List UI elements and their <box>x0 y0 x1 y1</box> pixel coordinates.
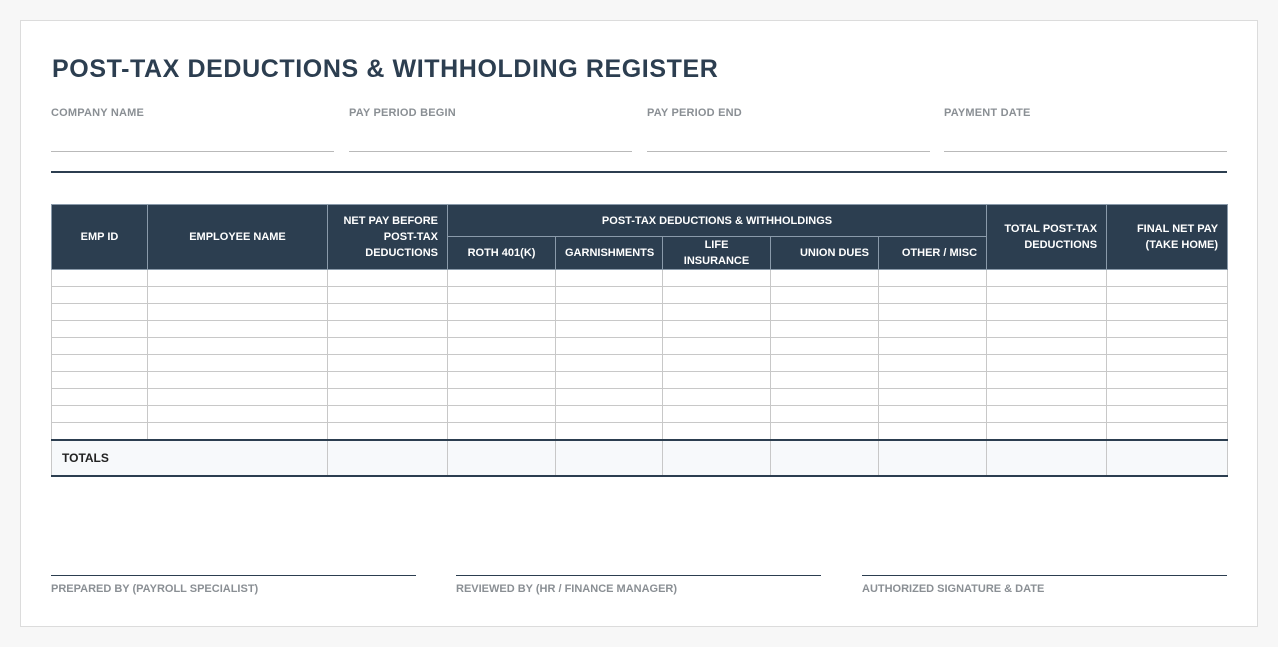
total-final-net-pay[interactable] <box>1107 440 1228 476</box>
cell-net-pay-before[interactable] <box>328 406 448 423</box>
table-row <box>52 338 1228 355</box>
col-header-life-insurance: LIFE INSURANCE <box>663 237 771 270</box>
cell-final-net-pay[interactable] <box>1107 372 1228 389</box>
cell-emp-id[interactable] <box>52 338 148 355</box>
cell-total-post-tax[interactable] <box>987 372 1107 389</box>
cell-union-dues[interactable] <box>771 389 879 406</box>
prepared-by-label: PREPARED BY (PAYROLL SPECIALIST) <box>51 583 259 595</box>
cell-union-dues[interactable] <box>771 287 879 304</box>
cell-roth-401k[interactable] <box>448 355 556 372</box>
col-header-other-misc: OTHER / MISC <box>879 237 987 270</box>
cell-garnishments[interactable] <box>556 304 663 321</box>
cell-net-pay-before[interactable] <box>328 321 448 338</box>
table-row <box>52 406 1228 423</box>
cell-total-post-tax[interactable] <box>987 338 1107 355</box>
cell-final-net-pay[interactable] <box>1107 423 1228 440</box>
col-header-emp-id: EMP ID <box>52 205 148 270</box>
cell-emp-id[interactable] <box>52 270 148 287</box>
cell-total-post-tax[interactable] <box>987 304 1107 321</box>
cell-roth-401k[interactable] <box>448 389 556 406</box>
page-title: POST-TAX DEDUCTIONS & WITHHOLDING REGISTER <box>52 55 719 83</box>
pay-period-end-field[interactable] <box>647 107 930 152</box>
cell-union-dues[interactable] <box>771 270 879 287</box>
cell-final-net-pay[interactable] <box>1107 406 1228 423</box>
cell-total-post-tax[interactable] <box>987 355 1107 372</box>
cell-other-misc[interactable] <box>879 389 987 406</box>
cell-final-net-pay[interactable] <box>1107 389 1228 406</box>
cell-life-insurance[interactable] <box>663 270 771 287</box>
cell-other-misc[interactable] <box>879 372 987 389</box>
totals-row <box>52 440 1228 476</box>
table-row <box>52 372 1228 389</box>
cell-employee-name[interactable] <box>148 321 328 338</box>
cell-union-dues[interactable] <box>771 423 879 440</box>
cell-final-net-pay[interactable] <box>1107 355 1228 372</box>
cell-employee-name[interactable] <box>148 338 328 355</box>
reviewed-by-signature[interactable] <box>456 575 821 595</box>
col-header-total-post-tax: TOTAL POST-TAX DEDUCTIONS <box>987 205 1107 270</box>
cell-life-insurance[interactable] <box>663 338 771 355</box>
total-roth-401k[interactable] <box>448 440 556 476</box>
cell-total-post-tax[interactable] <box>987 406 1107 423</box>
cell-garnishments[interactable] <box>556 338 663 355</box>
cell-total-post-tax[interactable] <box>987 287 1107 304</box>
cell-total-post-tax[interactable] <box>987 321 1107 338</box>
cell-roth-401k[interactable] <box>448 406 556 423</box>
cell-union-dues[interactable] <box>771 372 879 389</box>
table-row <box>52 389 1228 406</box>
cell-union-dues[interactable] <box>771 304 879 321</box>
cell-life-insurance[interactable] <box>663 423 771 440</box>
total-other-misc[interactable] <box>879 440 987 476</box>
col-header-employee-name: EMPLOYEE NAME <box>148 205 328 270</box>
cell-total-post-tax[interactable] <box>987 270 1107 287</box>
total-post-tax-deductions[interactable] <box>987 440 1107 476</box>
col-header-roth-401k: ROTH 401(K) <box>448 237 556 270</box>
cell-garnishments[interactable] <box>556 423 663 440</box>
cell-employee-name[interactable] <box>148 270 328 287</box>
cell-union-dues[interactable] <box>771 355 879 372</box>
col-group-post-tax-deductions: POST-TAX DEDUCTIONS & WITHHOLDINGS <box>448 205 987 237</box>
cell-total-post-tax[interactable] <box>987 423 1107 440</box>
total-life-insurance[interactable] <box>663 440 771 476</box>
cell-emp-id[interactable] <box>52 423 148 440</box>
cell-garnishments[interactable] <box>556 372 663 389</box>
cell-employee-name[interactable] <box>148 287 328 304</box>
cell-employee-name[interactable] <box>148 423 328 440</box>
cell-net-pay-before[interactable] <box>328 423 448 440</box>
cell-employee-name[interactable] <box>148 372 328 389</box>
pay-period-begin-label: PAY PERIOD BEGIN <box>349 107 456 119</box>
cell-other-misc[interactable] <box>879 287 987 304</box>
cell-roth-401k[interactable] <box>448 287 556 304</box>
totals-label: TOTALS <box>52 440 328 476</box>
cell-garnishments[interactable] <box>556 270 663 287</box>
cell-employee-name[interactable] <box>148 389 328 406</box>
cell-emp-id[interactable] <box>52 304 148 321</box>
cell-life-insurance[interactable] <box>663 321 771 338</box>
reviewed-by-label: REVIEWED BY (HR / FINANCE MANAGER) <box>456 583 678 595</box>
table-row <box>52 321 1228 338</box>
table-row <box>52 304 1228 321</box>
cell-other-misc[interactable] <box>879 355 987 372</box>
cell-net-pay-before[interactable] <box>328 372 448 389</box>
cell-roth-401k[interactable] <box>448 423 556 440</box>
col-header-garnishments: GARNISHMENTS <box>556 237 663 270</box>
cell-emp-id[interactable] <box>52 372 148 389</box>
cell-net-pay-before[interactable] <box>328 389 448 406</box>
cell-roth-401k[interactable] <box>448 270 556 287</box>
cell-roth-401k[interactable] <box>448 321 556 338</box>
cell-net-pay-before[interactable] <box>328 270 448 287</box>
cell-life-insurance[interactable] <box>663 406 771 423</box>
cell-life-insurance[interactable] <box>663 372 771 389</box>
total-net-pay-before[interactable] <box>328 440 448 476</box>
col-header-union-dues: UNION DUES <box>771 237 879 270</box>
authorized-signature[interactable] <box>862 575 1227 595</box>
cell-other-misc[interactable] <box>879 270 987 287</box>
company-name-field[interactable] <box>51 107 334 152</box>
register-sheet <box>20 20 1258 627</box>
cell-garnishments[interactable] <box>556 321 663 338</box>
pay-period-end-label: PAY PERIOD END <box>647 107 742 119</box>
prepared-by-signature[interactable] <box>51 575 416 595</box>
cell-emp-id[interactable] <box>52 389 148 406</box>
cell-other-misc[interactable] <box>879 304 987 321</box>
payment-date-label: PAYMENT DATE <box>944 107 1031 119</box>
cell-final-net-pay[interactable] <box>1107 338 1228 355</box>
payment-date-field[interactable] <box>944 107 1227 152</box>
cell-union-dues[interactable] <box>771 321 879 338</box>
total-garnishments[interactable] <box>556 440 663 476</box>
cell-emp-id[interactable] <box>52 406 148 423</box>
table-row <box>52 287 1228 304</box>
pay-period-begin-field[interactable] <box>349 107 632 152</box>
cell-final-net-pay[interactable] <box>1107 304 1228 321</box>
cell-final-net-pay[interactable] <box>1107 270 1228 287</box>
cell-net-pay-before[interactable] <box>328 355 448 372</box>
table-row <box>52 270 1228 287</box>
cell-total-post-tax[interactable] <box>987 389 1107 406</box>
cell-net-pay-before[interactable] <box>328 338 448 355</box>
cell-net-pay-before[interactable] <box>328 304 448 321</box>
cell-emp-id[interactable] <box>52 321 148 338</box>
cell-final-net-pay[interactable] <box>1107 287 1228 304</box>
cell-other-misc[interactable] <box>879 423 987 440</box>
cell-garnishments[interactable] <box>556 287 663 304</box>
cell-emp-id[interactable] <box>52 355 148 372</box>
cell-life-insurance[interactable] <box>663 389 771 406</box>
col-header-final-net-pay: FINAL NET PAY (TAKE HOME) <box>1107 205 1228 270</box>
cell-other-misc[interactable] <box>879 338 987 355</box>
cell-final-net-pay[interactable] <box>1107 321 1228 338</box>
cell-union-dues[interactable] <box>771 406 879 423</box>
cell-garnishments[interactable] <box>556 355 663 372</box>
cell-garnishments[interactable] <box>556 406 663 423</box>
cell-life-insurance[interactable] <box>663 287 771 304</box>
cell-employee-name[interactable] <box>148 304 328 321</box>
cell-roth-401k[interactable] <box>448 372 556 389</box>
cell-life-insurance[interactable] <box>663 304 771 321</box>
total-union-dues[interactable] <box>771 440 879 476</box>
cell-life-insurance[interactable] <box>663 355 771 372</box>
cell-employee-name[interactable] <box>148 355 328 372</box>
cell-other-misc[interactable] <box>879 321 987 338</box>
company-name-label: COMPANY NAME <box>51 107 145 119</box>
cell-employee-name[interactable] <box>148 406 328 423</box>
cell-roth-401k[interactable] <box>448 304 556 321</box>
table-body <box>52 270 1228 440</box>
authorized-signature-label: AUTHORIZED SIGNATURE & DATE <box>862 583 1045 595</box>
cell-net-pay-before[interactable] <box>328 287 448 304</box>
col-header-net-pay-before: NET PAY BEFORE POST-TAX DEDUCTIONS <box>328 205 448 270</box>
table-row <box>52 423 1228 440</box>
cell-garnishments[interactable] <box>556 389 663 406</box>
cell-union-dues[interactable] <box>771 338 879 355</box>
cell-emp-id[interactable] <box>52 287 148 304</box>
deductions-table <box>51 204 1228 477</box>
header-divider <box>51 171 1227 173</box>
cell-other-misc[interactable] <box>879 406 987 423</box>
cell-roth-401k[interactable] <box>448 338 556 355</box>
table-row <box>52 355 1228 372</box>
